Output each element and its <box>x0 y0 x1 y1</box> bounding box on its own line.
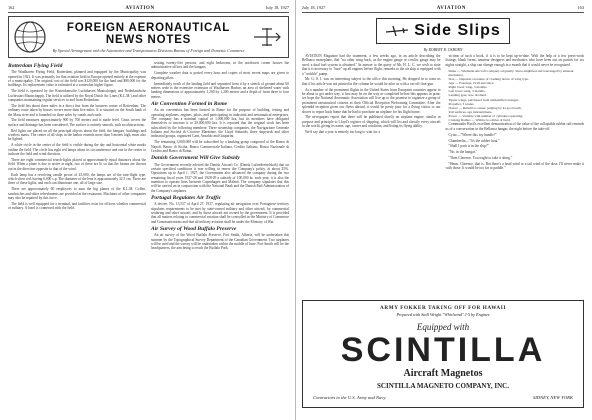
spec-line: Right lower wing, 3 months. <box>448 85 488 90</box>
article-paragraph: Each lamp has a revolving candle power of 45,000, the lamps are of the non-flight type, which show red, having 6,000 c.p. The diameter of the lens is approximately 32.5 cm. There are three of these lights, and each can illuminate one, all of large size. <box>8 172 146 186</box>
spec-line: Tail surfaces, age indeterminate. <box>448 110 493 115</box>
issue-date: July 18, 1927 <box>302 5 326 10</box>
article-heading: Air Convention Formed in Rome <box>151 101 228 107</box>
left-column-2 <box>151 61 289 252</box>
right-folio <box>302 5 584 13</box>
article-heading: Air Survey of Wood Buffalo Preserve <box>151 226 237 233</box>
article-paragraph: Commander Byrd's excellent demonstration of the value of the collapsible rubber raft reminds us of a conversation in the Bellanca hangar, the night before the take-off. <box>445 122 584 131</box>
dialogue-line: "Then Clarence. You ought to take it along." <box>448 156 513 161</box>
article-paragraph: Immediately north of the landing field and separated from it by a stretch of ground about 60 meters wide is the extensive extension of Waalhaven Harbor, an area of sheltered water with landing dimensions of approximately 1,200 by 1,200 meters and a depth of from three to four meters. <box>151 81 289 99</box>
right-column-2 <box>446 54 585 172</box>
ad-company: SCINTILLA MAGNETO COMPANY, INC. <box>377 382 509 390</box>
ad-headline: ARMY FOKKER TAKING OFF FOR HAWAII <box>380 305 506 311</box>
article-heading: Danish Government Will Give Subsidy <box>151 155 240 162</box>
dialogue-line: Cynic—"Where this toy handle?" <box>448 132 497 137</box>
magazine-title: AVIATION <box>125 6 155 11</box>
spec-line: Tipper wings, purchased from unidentified stranger. <box>448 97 519 102</box>
ad-brand-logo: SCINTILLA <box>340 331 546 369</box>
article-paragraph: The Government recently advised the Danish Aircraft Co. (Dansk Luftrederiselskab) that on certain specified conditions it was willing to renew the Company's policy, at about 25%. Operations up to April 1, 1927, the Government also advanced the company during the two remaining fiscal years 1927-28 and 1928-29 a subsidy of 100,000 kr. each year, it is also the intention to operate lines between Copenhagen and Malmö. The company stipulates that this will be carried on in conjunction with the National Bank and the Danish Rail Administration of the Company's airplanes. <box>151 162 289 193</box>
article-paragraph: An air survey of the Wood Buffalo Preserve, Fort Smith, Alberta, will be undertaken this summer by the Topographical Survey Department of the Canadian Government. Two airplanes will be used and the survey will be undertaken within the middle of June. Fort Smith will be the headquarters, the aim being to reach the Buffalo Park. <box>151 233 289 251</box>
left-column-1 <box>8 61 146 252</box>
issue-date: July 18, 1927 <box>265 5 289 10</box>
ad-equipped-with: Equipped with <box>416 322 470 332</box>
article-paragraph: The newspapers report that there will be published shortly an airplane engine, similar in purpose and principle to Lloyd's register of shipping, which will list and classify every aircraft in the world, giving its name, age, owner and condition, and listing its flying ability. <box>302 115 441 129</box>
magazine-title: AVIATION <box>436 6 467 11</box>
article-paragraph: We'd say that a year is entirely too long to wait for a <box>305 130 381 134</box>
article-paragraph: Mr. G. S. I. was an interesting subject to the office this morning. He dropped in to warn us that if his article was not printed in the column he would be after us with a cut-off shot-gun. <box>302 77 441 86</box>
ad-footer-right: SIDNEY, NEW YORK <box>532 395 573 400</box>
article-paragraph: Complete weather data is posted every hour and copies of most recent maps are given to departing pilots. <box>151 71 289 80</box>
dialogue-line: "No, in the hangar." <box>448 150 478 155</box>
section-title: FOREIGN AERONAUTICAL NEWS NOTES <box>66 21 231 46</box>
article-paragraph: The remaining 3,000,000 will be subscribed by a banking group composed of the Banco di Napoli, Banco di Sicilia, Banco Commerciale Italiana, Credito Italiano, Banca Nazionale di Credito and Banco di Roma. <box>151 140 289 154</box>
left-folio <box>8 5 289 13</box>
article-paragraph: victims of such a book, if it is to be kept up-to-date. With the help of a few press-work listings, blank forms, amateur designers and mechanics who have been out on parties for six nights straight, a ship can change enough in a month that it would never be recognized. <box>445 54 584 67</box>
article-paragraph: The field is well equipped for a terminal, and facilities exist for officers whether commercial or military. A hotel is connected with the field. <box>8 201 146 211</box>
article-paragraph: The field lies about three miles in a direct line from the business center of Rotterdam. The ordinary route taken by busses covers more than five miles. It is situated on the South bank of the Maas river and is bounded on three sides by canals and roads. <box>8 103 146 117</box>
spec-line: Owner — Rebuilt to owner, judging by its good teeth. <box>448 105 522 110</box>
spec-line: Size — Depends on nature of crashing below of wing type. <box>448 76 529 81</box>
spec-line: Power — Variable with number of cylinders operating. <box>448 114 524 119</box>
airplane-icon <box>250 20 284 54</box>
ad-footer-left: Contractors to the U.S. Army and Navy. <box>313 395 387 400</box>
globe-icon <box>13 20 47 54</box>
section-subtitle: By Special Arrangement with the Automotive and Transportation Divisions Bureau of Foreign and Domestic Commerce <box>52 47 245 53</box>
article-paragraph: An air convention has been formed in Rome for the purpose of building, testing and operating airplanes, engines, pilots, and participating in industrial and aeronautical enterprises. The company has a nominal capital of 1,000,000 lira, but its members have obligated themselves to increase it to 20,000,000 lira. It is reported that the original stock has been subscribed by the following members: Three steamship companies, the Navigazione Generale Italiana and Società di Crociere Marittime, the Lloyd Sabaudo; three shipyards and other industrial groups, organized Cant, Ansaldo and Gasparini. <box>151 108 289 139</box>
article-paragraph: As a number of the prominent flights in the United States from European countries appear to be about to get under way, it first may be on the way or completed before this appears in print; we hope the National Aeronautic Association will live up to the promise to organize a group of prominent aeronautical citizens as their Official Reception Welcoming Committee. After the splendid reception given our flyers abroad, it would be pretty poor for a flying visitor to our shores to report back home that he had to purchase an airplane for his flight home. <box>302 87 441 114</box>
article-paragraph: Red lights are placed on all the principal objects about the field, the hangars, buildings and wireless masts. The center of all ships in the harbor extends more than 5 meters high, must also be lighted. <box>8 128 146 142</box>
side-slips-header <box>302 16 584 46</box>
article-paragraph: AVIATION Magazine had the statement, a few weeks ago, in an article describing the Bellanca monoplane, that "no other wing back, as the engine gauge or cowlist gauge may be used; a dual fuel system is obtained." In answer to the query of Mr. H. L. C. we wish to state that it is necessary to "tune" up all engines before flight, remarks to the air ship is equipped with a "wobble" pump. <box>302 54 441 76</box>
column-title: Side Slips <box>414 22 501 39</box>
article-paragraph: The field measures approximately 900 by 700 meters and is made level. Grass covers the surface and drainage has been considered. The surface is entirely smooth, with no obstructions. <box>8 118 146 127</box>
page-number: 162 <box>8 5 15 10</box>
right-page <box>296 0 592 420</box>
page-number: 163 <box>577 5 584 10</box>
article-paragraph: There are eight commercial search-lights placed at approximately equal distances about the field. When a plane is due to arrive at night, two of these are lit so that the beams are thrown out in the direction opposite to that of the wind. <box>8 157 146 171</box>
article-paragraph: A decree, No. 13,537 of April 27, 1927, regulating air navigation over Portuguese territory stipulates requirements to be met by state-owned military and other aircraft, by commercial seafaring and other aircraft, and by those aircraft not owned by the government. It is provided that all matters relating to commercial aviation shall be controlled in the Ministry of Commerce and Communications and that all military aviation shall be under the Ministry of War. <box>151 202 289 224</box>
right-column-1 <box>302 54 441 172</box>
article-heading: Rotterdam Flying Field <box>8 63 63 69</box>
article-paragraph: seating twenty-five persons, and eight bedrooms, in the northwest corner houses the administrative offices and the hangars. <box>151 61 289 70</box>
byline: By ROBERT R. OSBORN <box>423 48 463 52</box>
article-paragraph: There are approximately 60 employees to man the big planes of the K.L.M. Coffee, sandwiches and other refreshments are provided at the restaurant. Machines of other companies may also be repaired by this force. <box>8 187 146 200</box>
spec-line: Left lower wing, 3 months. <box>448 89 486 94</box>
article-paragraph: The Waalhaven Flying Field, Rotterdam, planned and equipped by the Municipality was opened in 1921. It was primarily for that aviation field in Europe opened entirely at the expense of a municipality. The original cost of the field was $120,000 for the land and $80,000 for the buildings. Its replacement value is estimated at a somewhat higher figure. <box>8 70 146 88</box>
article-paragraph: A white circle in the center of the field is visible during the day and horizontal white marks outline the field. The circle has eight red lamps about its circumference and one in the center to indicate the field and wind direction. <box>8 143 146 157</box>
scintilla-advertisement <box>302 300 584 408</box>
spec-line: Make — Wiemann Aircraft Company originally. Since amplified and rearranged by amateur mechanics. <box>448 68 574 77</box>
foreign-news-header <box>8 16 289 58</box>
spec-line: Landing gear, now doomed. <box>448 93 487 98</box>
dialogue-line: "Shall I pack it in the ship?" <box>448 144 489 149</box>
article-paragraph: The field is operated by the Rotterdamsche Luchthaven Maatschappij and Nederlandsche Luchtvaart Maatschappij. The field is utilized by the Royal Dutch Air Lines (K.L.M.) and other companies maintaining regular services to and from Rotterdam. <box>8 89 146 102</box>
spec-line: Age — Fuselage, 1918 and since. <box>448 81 495 86</box>
dialogue-line: Chamberlin—"It's the rubber boat." <box>448 138 500 143</box>
ad-caption: Prepared with Stall Wright "Whirlwind" J-5 by Engines <box>396 312 490 317</box>
dialogue-line: "Hmm, Clarence, that is. But there's a head wind or a tail wind of the dose. I'll never make it with those. It would be too far to paddle." <box>445 162 584 171</box>
spec-line: Propeller, 3 weeks. <box>448 101 475 106</box>
spec-line: Cruising Radius — Within two miles of field. <box>448 118 511 123</box>
ad-product: Aircraft Magnetos <box>403 368 483 379</box>
article-heading: Portugal Regulates Air Traffic <box>151 195 222 202</box>
airplane-icon <box>385 23 409 39</box>
